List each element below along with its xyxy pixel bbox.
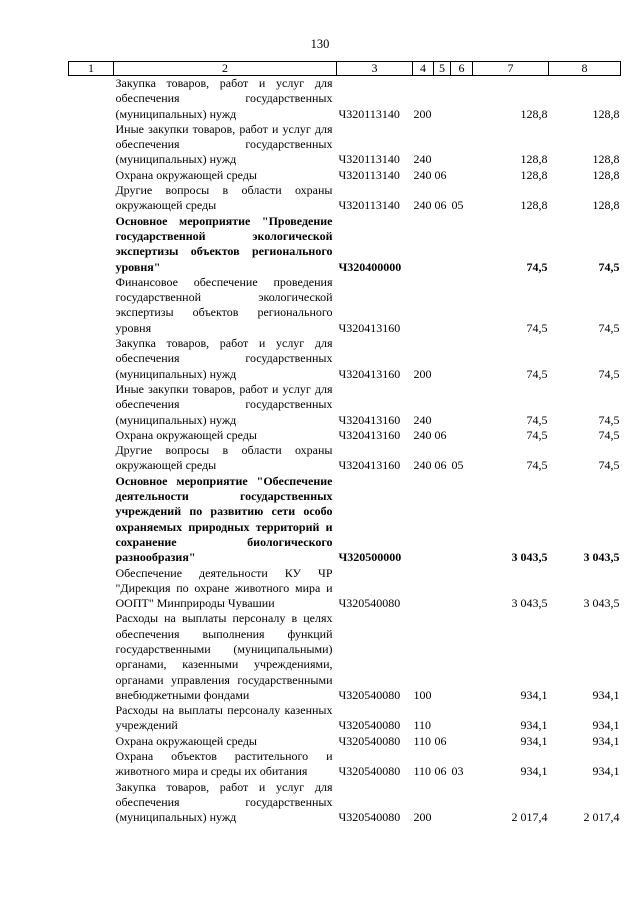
item-code: Ч320113140 [338,152,400,167]
item-name: Расходы на выплаты персоналу в целях обеспечения выполнения функций государственными (муниципальными) органами, казенными учреждениями, органами управления государственными внебюджетными фондами [115,611,333,702]
table-body [69,76,621,826]
item-col-5 [434,336,451,382]
header-col-8: 8 [549,62,621,76]
table-row [69,780,621,826]
item-col-4: 100 [413,687,432,702]
table-row [69,275,621,336]
item-col-5: 06 [434,427,447,442]
header-col-5: 5 [434,62,451,76]
header-col-3: 3 [337,62,413,76]
item-name: Охрана окружающей среды [115,167,257,182]
header-col-1: 1 [69,62,114,76]
item-code: Ч320413160 [338,458,401,473]
item-code: Ч320413160 [338,412,401,427]
item-value-7: 74,5 [526,427,548,442]
item-value-7: 934,1 [520,733,548,748]
item-col-4: 200 [413,366,432,381]
item-value-8: 3 043,5 [583,596,620,611]
item-value-7: 3 043,5 [511,550,548,565]
col-1 [69,275,114,336]
item-col-5 [434,611,451,703]
item-col-6 [451,734,473,749]
item-col-6: 03 [451,764,464,779]
item-name: Иные закупки товаров, работ и услуг для обеспечения государственных (муниципальных) нужд [115,121,333,167]
col-1 [69,336,114,382]
item-name: Охрана окружающей среды [115,733,257,748]
item-code: Ч320413160 [338,427,401,442]
item-value-8: 3 043,5 [583,550,620,565]
table-row [69,428,621,443]
item-col-4: 240 [413,427,432,442]
table-row [69,336,621,382]
header-row [69,62,621,76]
item-code: Ч320413160 [338,366,401,381]
item-code: Ч320540080 [338,596,401,611]
item-name: Расходы на выплаты персоналу казенных учреждений [115,703,333,733]
item-col-5 [434,122,451,168]
item-name: Охрана объектов растительного и животного мира и среды их обитания [115,749,333,779]
header-col-7: 7 [473,62,549,76]
item-name: Основное мероприятие "Обеспечение деятельности государственных учреждений по развитию сети особо охраняемых природных территорий и сохранение биологического разнообразия" [115,473,333,565]
item-col-5: 06 [434,733,447,748]
table-row [69,703,621,734]
item-value-8: 74,5 [598,320,620,335]
table-row [69,566,621,612]
item-value-8: 74,5 [598,259,620,274]
item-col-5 [434,780,451,826]
item-value-7: 74,5 [526,259,548,274]
item-col-5 [434,566,451,612]
item-col-4: 110 [413,764,432,779]
item-code: Ч320113140 [338,198,400,213]
item-value-7: 74,5 [526,320,548,335]
item-col-5: 06 [434,764,447,779]
item-col-6 [451,611,473,703]
col-1 [69,443,114,474]
col-1 [69,780,114,826]
item-col-6 [451,336,473,382]
item-col-4: 240 [413,412,432,427]
item-col-5 [434,76,451,122]
item-value-7: 128,8 [520,198,548,213]
item-value-7: 74,5 [526,412,548,427]
item-name: Другие вопросы в области охраны окружающей среды [115,443,333,473]
item-value-8: 934,1 [592,687,620,702]
item-name: Другие вопросы в области охраны окружающей среды [115,183,333,213]
item-value-8: 934,1 [592,718,620,733]
item-col-5: 06 [434,167,447,182]
col-1 [69,734,114,749]
item-code: Ч320113140 [338,167,400,182]
col-1 [69,474,114,566]
col-1 [69,749,114,780]
item-value-7: 74,5 [526,458,548,473]
item-value-8: 934,1 [592,733,620,748]
item-name: Обеспечение деятельности КУ ЧР "Дирекция по охране животного мира и ООПТ" Минприроды Чувашии [115,565,333,611]
item-col-4: 240 [413,167,432,182]
item-col-6 [451,214,473,275]
item-col-4: 200 [413,810,432,825]
col-1 [69,122,114,168]
item-name: Финансовое обеспечение проведения государственной экологической экспертизы объектов регионального уровня [115,274,333,335]
item-col-5: 06 [434,198,447,213]
table-row [69,474,621,566]
header-col-2: 2 [114,62,337,76]
item-code: Ч320540080 [338,810,401,825]
item-value-7: 2 017,4 [511,810,548,825]
item-col-6 [451,474,473,566]
item-col-4 [413,275,434,336]
item-name: Охрана окружающей среды [115,427,257,442]
item-name: Основное мероприятие "Проведение государственной экологической экспертизы объектов регионального уровня" [115,213,333,274]
item-col-5 [434,275,451,336]
col-1 [69,428,114,443]
item-value-8: 74,5 [598,366,620,381]
header-col-6: 6 [451,62,473,76]
item-value-8: 934,1 [592,764,620,779]
page-number: 130 [310,37,330,51]
item-col-6 [451,76,473,122]
item-value-7: 934,1 [520,687,548,702]
item-col-6 [451,382,473,428]
table-row [69,749,621,780]
table-row [69,214,621,275]
col-1 [69,76,114,122]
item-value-7: 3 043,5 [511,596,548,611]
item-name: Закупка товаров, работ и услуг для обеспечения государственных (муниципальных) нужд [115,779,333,825]
item-code: Ч320540080 [338,687,401,702]
item-code: Ч320413160 [338,320,401,335]
item-name: Закупка товаров, работ и услуг для обеспечения государственных (муниципальных) нужд [115,76,333,121]
table-row [69,443,621,474]
item-col-5 [434,703,451,734]
table-header [69,62,621,76]
item-col-6 [451,780,473,826]
item-col-6 [451,275,473,336]
col-1 [69,566,114,612]
item-value-8: 2 017,4 [583,810,620,825]
item-col-4: 200 [413,106,432,121]
item-code: Ч320540080 [338,733,401,748]
item-col-6 [451,566,473,612]
item-value-7: 128,8 [520,152,548,167]
item-col-6 [451,428,473,443]
item-value-7: 74,5 [526,366,548,381]
item-col-5 [434,214,451,275]
item-col-5 [434,474,451,566]
header-col-4: 4 [413,62,434,76]
item-value-7: 934,1 [520,764,548,779]
item-value-8: 128,8 [592,198,620,213]
budget-table [68,61,621,826]
item-col-4 [413,214,434,275]
item-value-8: 128,8 [592,167,620,182]
col-1 [69,703,114,734]
table-row [69,76,621,122]
item-col-4: 110 [413,733,432,748]
item-name: Закупка товаров, работ и услуг для обеспечения государственных (муниципальных) нужд [115,336,333,381]
item-code: Ч320540080 [338,718,401,733]
item-code: Ч320400000 [338,259,402,274]
item-col-4: 240 [413,198,432,213]
table-row [69,611,621,703]
item-col-4: 240 [413,152,432,167]
item-value-8: 128,8 [592,152,620,167]
item-col-4 [413,566,434,612]
item-col-4: 240 [413,458,432,473]
item-code: Ч320540080 [338,764,401,779]
item-col-4: 110 [413,718,432,733]
item-code: Ч320500000 [338,550,402,565]
col-1 [69,214,114,275]
item-name: Иные закупки товаров, работ и услуг для обеспечения государственных (муниципальных) нужд [115,381,333,427]
item-value-8: 74,5 [598,427,620,442]
item-col-4 [413,474,434,566]
table-row [69,734,621,749]
table-row [69,168,621,183]
item-col-6 [451,168,473,183]
item-col-5: 06 [434,458,447,473]
col-1 [69,382,114,428]
col-1 [69,611,114,703]
item-col-5 [434,382,451,428]
item-value-8: 128,8 [592,106,620,121]
item-col-6: 05 [451,198,464,213]
col-1 [69,168,114,183]
item-value-8: 74,5 [598,458,620,473]
item-value-7: 128,8 [520,167,548,182]
item-col-6 [451,122,473,168]
item-col-6 [451,703,473,734]
item-value-8: 74,5 [598,412,620,427]
table-row [69,382,621,428]
item-value-7: 934,1 [520,718,548,733]
col-1 [69,183,114,214]
item-code: Ч320113140 [338,106,400,121]
table-row [69,122,621,168]
item-col-6: 05 [451,458,464,473]
item-value-7: 128,8 [520,106,548,121]
table-row [69,183,621,214]
